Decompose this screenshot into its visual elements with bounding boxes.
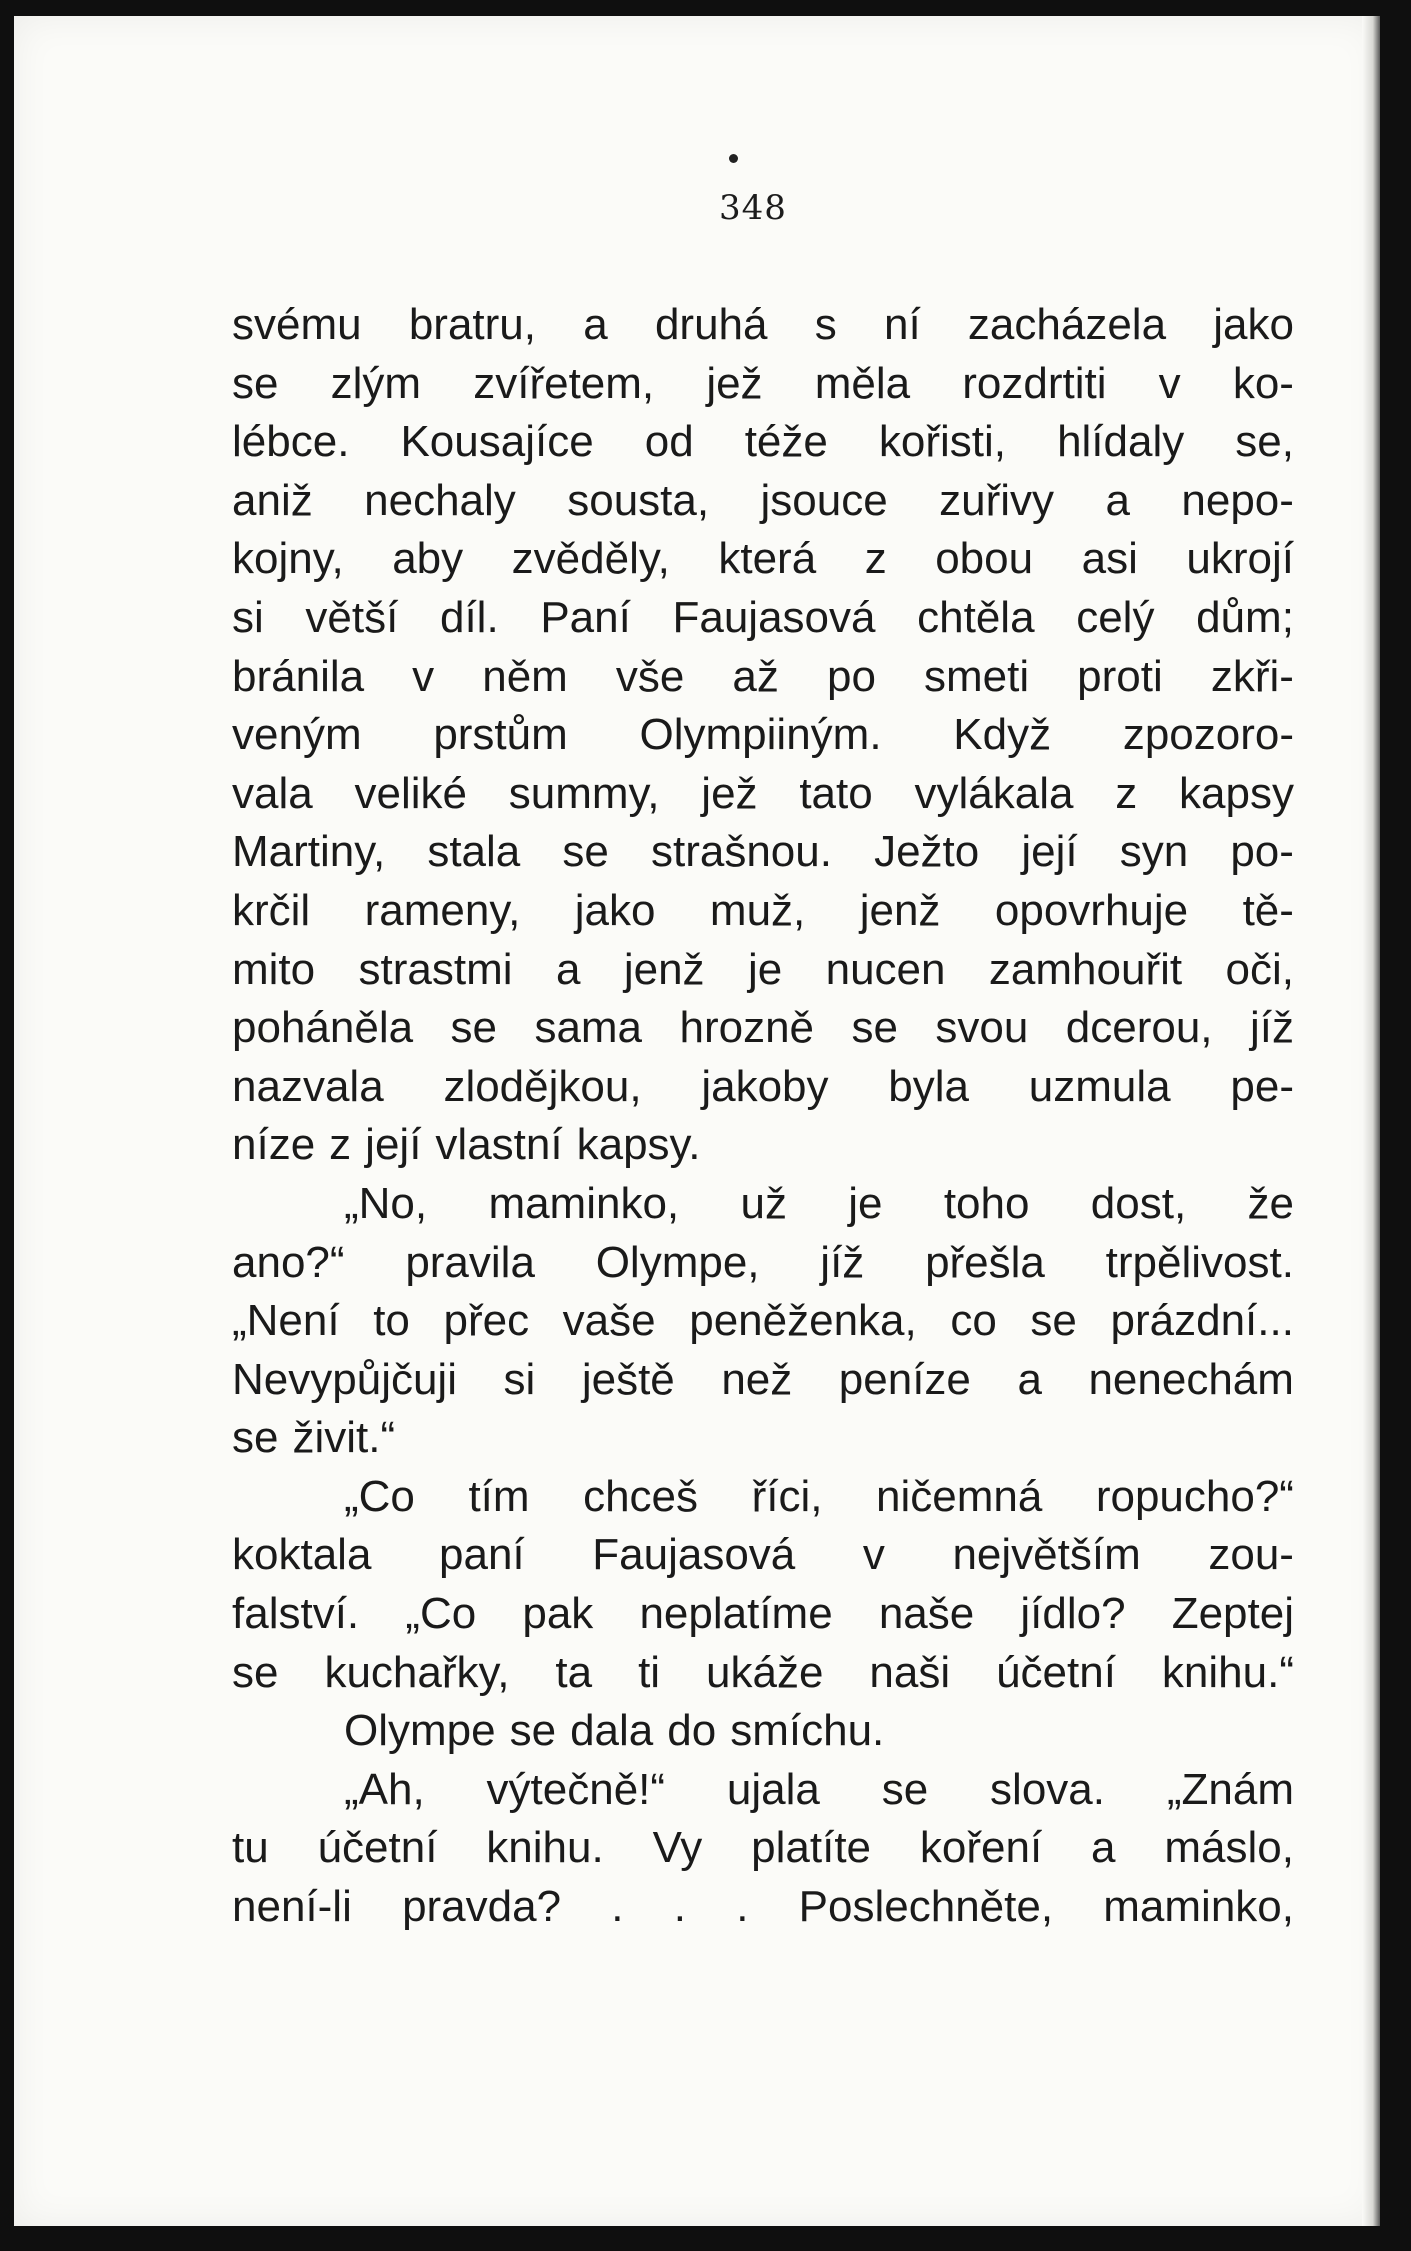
word: Nevypůjčuji: [232, 1354, 457, 1404]
word: po: [826, 651, 876, 701]
word: krčil: [232, 885, 311, 935]
word: Olympe: [344, 1706, 496, 1756]
word: a: [1105, 475, 1130, 525]
word: toho: [943, 1178, 1030, 1228]
word: a: [1091, 1823, 1116, 1873]
word: se: [450, 1003, 497, 1053]
page-number: 348: [719, 188, 787, 228]
word: Ježto: [874, 827, 980, 877]
word: dcerou,: [1065, 1003, 1213, 1053]
word: byla: [888, 1061, 970, 1111]
word: dům;: [1196, 592, 1294, 642]
word: se: [232, 1413, 279, 1463]
word: prstům: [433, 710, 568, 760]
word: ropucho?“: [1095, 1471, 1294, 1521]
text-line: [232, 1761, 1294, 1820]
word: naše: [878, 1589, 975, 1639]
word: od: [644, 417, 694, 467]
word: veliké: [354, 768, 467, 818]
word: není-li: [232, 1882, 352, 1932]
word: jenž: [623, 944, 705, 994]
word: tím: [468, 1471, 530, 1521]
text-line: [232, 589, 1294, 648]
word: jež: [701, 768, 758, 818]
word: hrozně: [679, 1003, 815, 1053]
word: zlým: [330, 358, 422, 408]
text-line: [232, 1819, 1294, 1878]
word: než: [721, 1354, 793, 1404]
word: vlastní: [435, 1120, 563, 1170]
text-line: [232, 1234, 1294, 1293]
word: téže: [744, 417, 828, 467]
text-line: [232, 1878, 1294, 1937]
word: v: [412, 651, 435, 701]
word: účetní: [317, 1823, 438, 1873]
text-line: [232, 1292, 1294, 1351]
word: je: [747, 944, 783, 994]
word: co: [950, 1296, 997, 1346]
text-line: [232, 1468, 1294, 1527]
word: ujala: [726, 1764, 820, 1814]
word: Když: [953, 710, 1052, 760]
word: asi: [1081, 534, 1138, 584]
text-line: [232, 1175, 1294, 1234]
word: strastmi: [358, 944, 513, 994]
word: jsouce: [760, 475, 888, 525]
ink-dot: [729, 154, 738, 163]
word: paní: [439, 1530, 525, 1580]
word: smíchu.: [730, 1706, 885, 1756]
word: zamhouřit: [988, 944, 1183, 994]
word: Zeptej: [1171, 1589, 1294, 1639]
text-line: [232, 823, 1294, 882]
word: obou: [935, 534, 1034, 584]
text-line: [232, 1702, 1294, 1761]
word: mito: [232, 944, 316, 994]
word: prázdní...: [1110, 1296, 1294, 1346]
word: „Co: [344, 1471, 415, 1521]
word: Faujasová: [672, 592, 876, 642]
word: peníze: [838, 1354, 971, 1404]
body-text: [232, 296, 1294, 1937]
word: naši: [869, 1647, 951, 1697]
word: Paní: [540, 592, 631, 642]
word: „Není: [232, 1296, 340, 1346]
word: nucen: [825, 944, 946, 994]
word: zou-: [1208, 1530, 1294, 1580]
word: už: [740, 1178, 787, 1228]
word: zacházela: [967, 300, 1167, 349]
word: chtěla: [917, 592, 1035, 642]
word: její: [1021, 827, 1078, 877]
text-line: [232, 1585, 1294, 1644]
word: se: [232, 358, 279, 408]
word: zkři-: [1210, 651, 1294, 701]
word: Olympiiným.: [639, 710, 882, 760]
word: po-: [1230, 827, 1294, 877]
word: .: [736, 1882, 749, 1932]
word: veným: [232, 710, 362, 760]
word: je: [848, 1178, 883, 1228]
word: se: [881, 1764, 929, 1814]
word: a: [555, 944, 581, 994]
word: oči,: [1225, 944, 1294, 994]
word: peněženka,: [689, 1296, 917, 1346]
book-page: [14, 16, 1380, 2226]
word: rameny,: [364, 885, 521, 935]
word: koření: [919, 1823, 1043, 1873]
word: přec: [443, 1296, 530, 1346]
word: v: [862, 1530, 885, 1580]
text-line: [232, 941, 1294, 1000]
text-line: [232, 413, 1294, 472]
word: dost,: [1090, 1178, 1187, 1228]
word: lébce.: [232, 417, 350, 467]
word: smeti: [923, 651, 1030, 701]
text-line: [232, 1351, 1294, 1410]
word: tu: [232, 1823, 269, 1873]
word: ti: [638, 1647, 661, 1697]
word: tato: [799, 768, 873, 818]
word: vše: [615, 651, 685, 701]
word: zpozoro-: [1122, 710, 1294, 760]
word: aniž: [232, 475, 313, 525]
word: zvířetem,: [473, 358, 655, 408]
word: nepo-: [1181, 475, 1294, 525]
word: že: [1247, 1178, 1294, 1228]
word: se: [1030, 1296, 1077, 1346]
page-edge: [1362, 16, 1380, 2226]
word: z: [1115, 768, 1138, 818]
word: největším: [952, 1530, 1141, 1580]
word: nenechám: [1088, 1354, 1294, 1404]
word: zuřivy: [939, 475, 1055, 525]
word: syn: [1119, 827, 1189, 877]
text-line: [232, 530, 1294, 589]
word: to: [373, 1296, 410, 1346]
word: knihu.“: [1161, 1647, 1294, 1697]
word: dala: [570, 1706, 654, 1756]
word: trpělivost.: [1105, 1237, 1294, 1287]
word: pe-: [1230, 1061, 1294, 1111]
word: poháněla: [232, 1003, 414, 1053]
word: ukrojí: [1186, 534, 1294, 584]
word: nazvala: [232, 1061, 384, 1111]
word: jako: [574, 885, 656, 935]
word: říci,: [751, 1471, 823, 1521]
text-line: [232, 1058, 1294, 1117]
word: se: [509, 1706, 557, 1756]
word: větší: [305, 592, 399, 642]
word: kapsy.: [576, 1120, 701, 1170]
text-line: [232, 882, 1294, 941]
word: .: [673, 1882, 686, 1932]
word: kořisti,: [878, 417, 1007, 467]
word: ní: [883, 300, 921, 349]
word: strašnou.: [650, 827, 832, 877]
word: její: [365, 1120, 422, 1170]
word: výtečně!“: [486, 1764, 666, 1814]
word: Olympe,: [595, 1237, 760, 1287]
word: „Znám: [1166, 1764, 1294, 1814]
word: sousta,: [567, 475, 710, 525]
word: účetní: [996, 1647, 1116, 1697]
word: bratru,: [408, 300, 536, 349]
word: slova.: [990, 1764, 1105, 1814]
word: která: [718, 534, 817, 584]
word: níze: [232, 1120, 316, 1170]
word: z: [864, 534, 887, 584]
word: uzmula: [1028, 1061, 1171, 1111]
word: „No,: [344, 1178, 428, 1228]
word: muž,: [709, 885, 806, 935]
word: si: [503, 1354, 536, 1404]
word: jídlo?: [1020, 1589, 1126, 1639]
word: proti: [1077, 651, 1163, 701]
text-line: [232, 1644, 1294, 1703]
word: hlídaly: [1057, 417, 1185, 467]
word: „Co: [405, 1589, 477, 1639]
word: jako: [1213, 300, 1294, 349]
word: summy,: [508, 768, 660, 818]
word: se,: [1235, 417, 1294, 467]
word: ano?“: [232, 1237, 345, 1287]
word: jenž: [859, 885, 941, 935]
word: maminko,: [1103, 1882, 1294, 1932]
word: kojny,: [232, 534, 344, 584]
word: jíž: [1249, 1003, 1294, 1053]
word: druhá: [654, 300, 768, 349]
word: ko-: [1232, 358, 1294, 408]
word: Poslechněte,: [798, 1882, 1054, 1932]
text-line: [232, 296, 1294, 355]
word: se: [851, 1003, 898, 1053]
word: měla: [814, 358, 911, 408]
word: vaše: [562, 1296, 656, 1346]
word: živit.“: [292, 1413, 396, 1463]
word: celý: [1076, 592, 1155, 642]
word: zvěděly,: [511, 534, 670, 584]
word: ještě: [581, 1354, 675, 1404]
word: díl.: [439, 592, 499, 642]
word: stala: [427, 827, 521, 877]
word: si: [232, 592, 264, 642]
text-line: [232, 765, 1294, 824]
word: kuchařky,: [324, 1647, 510, 1697]
word: „Ah,: [344, 1764, 425, 1814]
word: chceš: [583, 1471, 699, 1521]
word: vala: [232, 768, 313, 818]
word: knihu.: [486, 1823, 604, 1873]
text-line: [232, 355, 1294, 414]
word: se: [562, 827, 609, 877]
text-line: [232, 1409, 1294, 1468]
word: v: [1158, 358, 1181, 408]
word: něm: [482, 651, 568, 701]
word: a: [583, 300, 608, 349]
word: koktala: [232, 1530, 372, 1580]
word: přešla: [925, 1237, 1045, 1287]
text-line: [232, 1116, 1294, 1175]
word: z: [329, 1120, 352, 1170]
word: bránila: [232, 651, 365, 701]
text-line: [232, 472, 1294, 531]
word: rozdrtiti: [962, 358, 1107, 408]
word: nechaly: [364, 475, 516, 525]
word: se: [232, 1647, 279, 1697]
word: Faujasová: [592, 1530, 796, 1580]
word: s: [814, 300, 837, 349]
word: zlodějkou,: [443, 1061, 642, 1111]
word: pravda?: [402, 1882, 562, 1932]
word: tě-: [1242, 885, 1294, 935]
word: neplatíme: [639, 1589, 833, 1639]
word: až: [732, 651, 779, 701]
word: jakoby: [701, 1061, 829, 1111]
word: máslo,: [1164, 1823, 1294, 1873]
word: falství.: [232, 1589, 360, 1639]
word: jíž: [820, 1237, 865, 1287]
word: svému: [232, 300, 362, 349]
text-line: [232, 1526, 1294, 1585]
word: pravila: [405, 1237, 535, 1287]
word: ta: [555, 1647, 593, 1697]
text-line: [232, 706, 1294, 765]
word: kapsy: [1179, 768, 1294, 818]
word: Martiny,: [232, 827, 386, 877]
word: svou: [935, 1003, 1029, 1053]
word: .: [611, 1882, 624, 1932]
word: maminko,: [488, 1178, 680, 1228]
word: Vy: [652, 1823, 703, 1873]
text-line: [232, 999, 1294, 1058]
word: aby: [392, 534, 464, 584]
word: do: [667, 1706, 717, 1756]
word: platíte: [751, 1823, 872, 1873]
word: sama: [534, 1003, 643, 1053]
word: pak: [522, 1589, 594, 1639]
word: ničemná: [875, 1471, 1043, 1521]
word: ukáže: [706, 1647, 824, 1697]
word: vylákala: [914, 768, 1074, 818]
word: Kousajíce: [400, 417, 594, 467]
word: opovrhuje: [994, 885, 1189, 935]
text-line: [232, 648, 1294, 707]
word: jež: [706, 358, 763, 408]
word: a: [1017, 1354, 1042, 1404]
